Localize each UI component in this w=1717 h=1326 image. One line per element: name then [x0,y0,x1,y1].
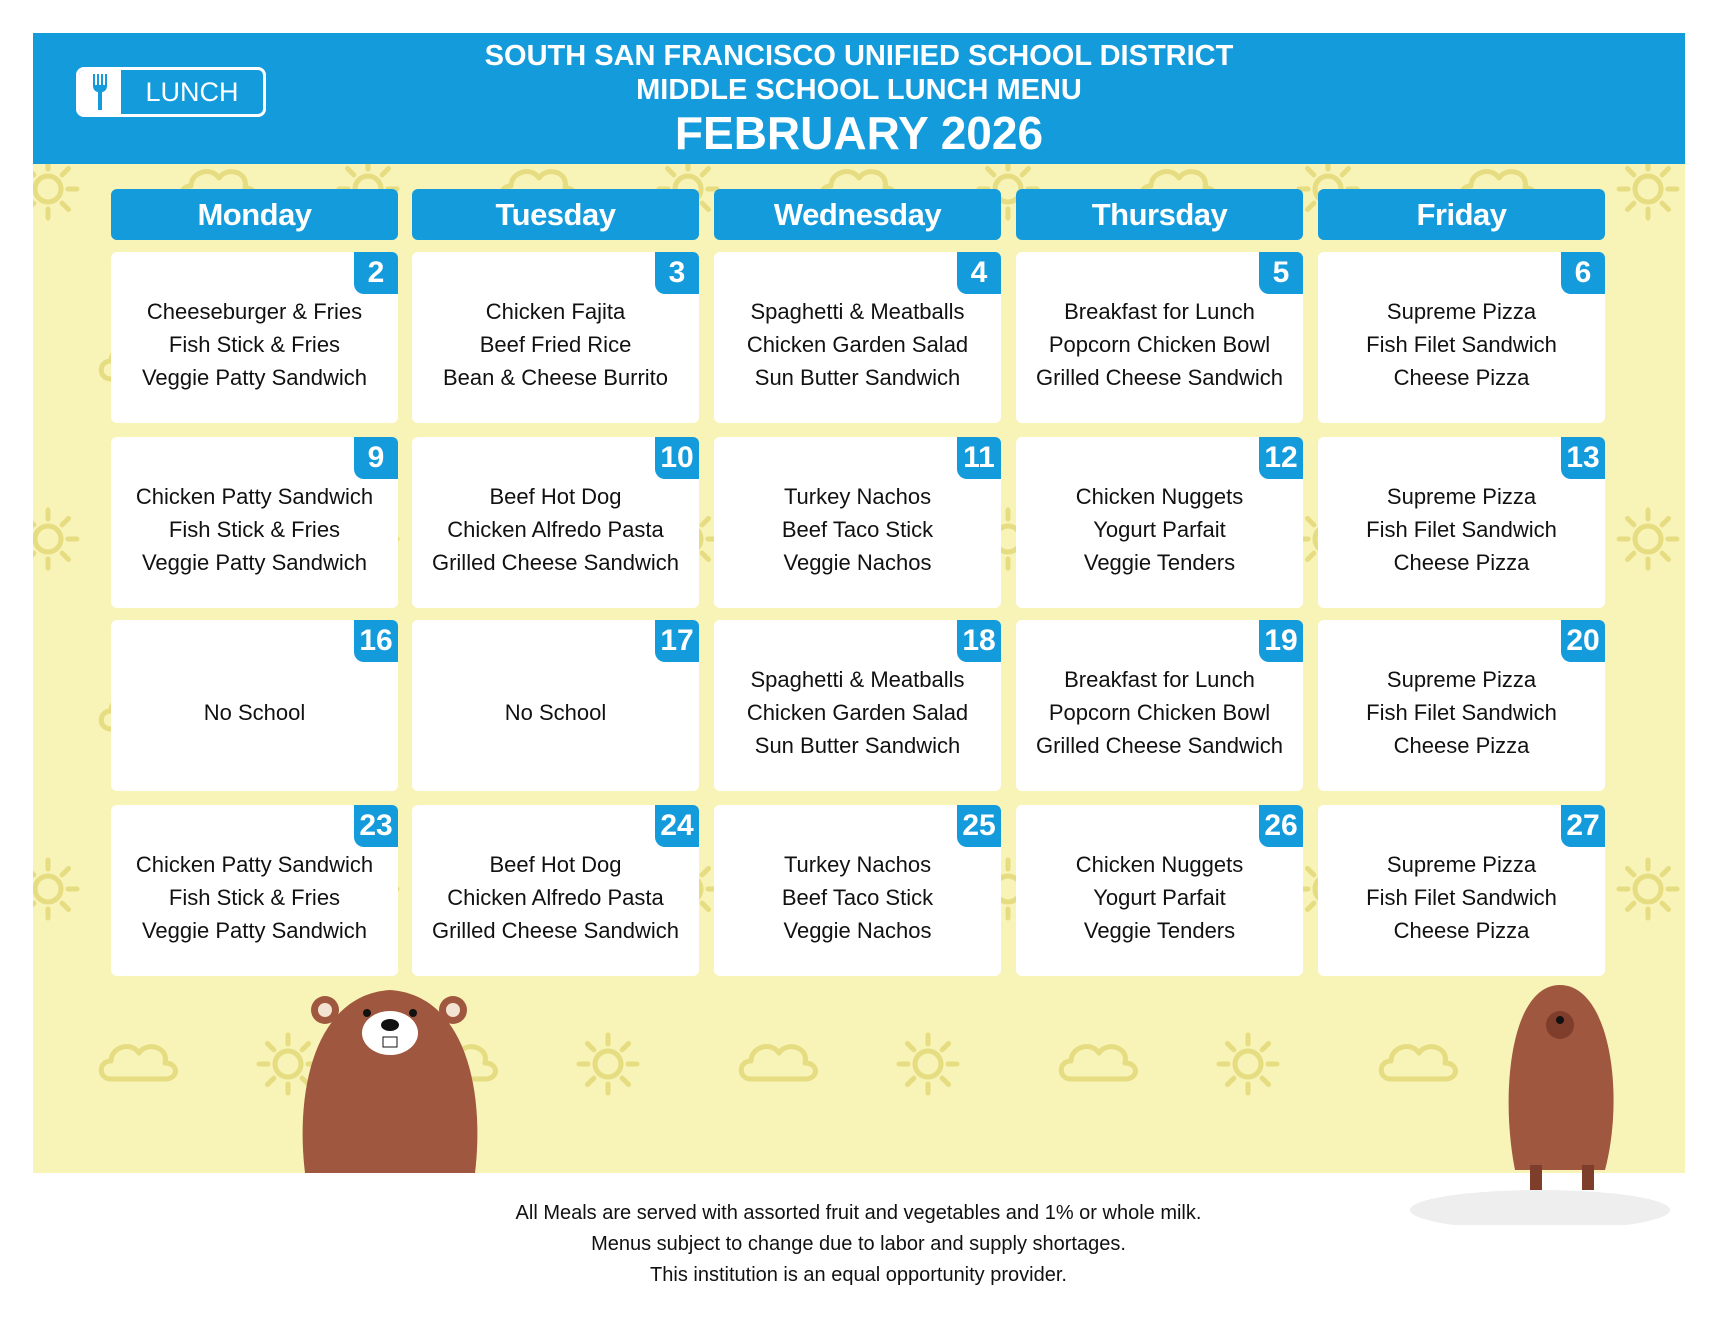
day-cell [1016,252,1303,423]
menu-item: Veggie Patty Sandwich [141,550,368,575]
day-cell [714,620,1001,791]
day-header-monday: Monday [111,189,398,240]
menu-item: Cheeseburger & Fries [146,299,363,324]
header-banner [33,33,1685,164]
menu-item: Spaghetti & Meatballs [750,667,965,692]
menu-item: Fish Filet Sandwich [1366,332,1557,357]
sun-icon [1613,504,1683,574]
menu-item: Cheese Pizza [1393,550,1530,575]
menu-item: Turkey Nachos [783,852,932,877]
menu-item: Beef Taco Stick [781,885,934,910]
menu-item: Chicken Patty Sandwich [135,484,374,509]
cloud-icon [1053,1029,1143,1089]
day-header-wednesday: Wednesday [714,189,1001,240]
sun-icon [33,504,83,574]
menu-item: Sun Butter Sandwich [754,733,961,758]
footer-line-meals: All Meals are served with assorted fruit and vegetables and 1% or whole milk. [515,1202,1202,1224]
date-badge: 13 [1561,437,1605,479]
menu-item: Beef Fried Rice [479,332,632,357]
menu-item: Breakfast for Lunch [1064,299,1255,324]
menu-item: Veggie Tenders [1083,550,1236,575]
day-header-friday: Friday [1318,189,1605,240]
district-title: SOUTH SAN FRANCISCO UNIFIED SCHOOL DISTRICT [484,40,1234,72]
menu-item: Sun Butter Sandwich [754,365,961,390]
menu-item: Chicken Patty Sandwich [135,852,374,877]
menu-item: Chicken Alfredo Pasta [447,885,664,910]
day-cell [412,805,699,976]
menu-item: Fish Filet Sandwich [1366,517,1557,542]
cloud-icon [93,1029,183,1089]
sun-icon [893,1029,963,1099]
date-badge: 24 [655,805,699,847]
sun-icon [1213,1029,1283,1099]
menu-item: Chicken Nuggets [1075,852,1244,877]
menu-item: Bean & Cheese Burrito [442,365,669,390]
day-cell [1318,437,1605,608]
menu-item: Turkey Nachos [783,484,932,509]
menu-item: Cheese Pizza [1393,918,1530,943]
menu-item: Spaghetti & Meatballs [750,299,965,324]
day-cell [714,805,1001,976]
date-badge: 11 [957,437,1001,479]
day-cell [1318,805,1605,976]
menu-item: Fish Stick & Fries [168,517,341,542]
menu-item: Veggie Nachos [783,550,932,575]
day-cell [111,252,398,423]
menu-item: Popcorn Chicken Bowl [1048,700,1271,725]
menu-item: Popcorn Chicken Bowl [1048,332,1271,357]
menu-item: Fish Stick & Fries [168,332,341,357]
menu-item: Chicken Nuggets [1075,484,1244,509]
day-cell [1016,805,1303,976]
date-badge: 5 [1259,252,1303,294]
groundhog-left-illustration [285,975,495,1173]
sun-icon [33,164,83,224]
footer-notes [0,1198,1717,1291]
menu-item: Grilled Cheese Sandwich [431,918,680,943]
menu-item: Chicken Alfredo Pasta [447,517,664,542]
menu-item: Chicken Garden Salad [746,700,969,725]
day-cell [412,437,699,608]
date-badge: 18 [957,620,1001,662]
sun-icon [1613,854,1683,924]
menu-item: Supreme Pizza [1386,299,1537,324]
menu-item: Breakfast for Lunch [1064,667,1255,692]
menu-item: Fish Stick & Fries [168,885,341,910]
groundhog-right-illustration [1400,975,1710,1225]
menu-item: Veggie Nachos [783,918,932,943]
date-badge: 17 [655,620,699,662]
date-badge: 12 [1259,437,1303,479]
fork-icon [79,70,121,114]
menu-item: Grilled Cheese Sandwich [1035,733,1284,758]
menu-item: Fish Filet Sandwich [1366,700,1557,725]
day-header-thursday: Thursday [1016,189,1303,240]
menu-item: Beef Hot Dog [489,852,622,877]
menu-title: MIDDLE SCHOOL LUNCH MENU [636,74,1082,106]
date-badge: 9 [354,437,398,479]
day-cell [412,252,699,423]
date-badge: 23 [354,805,398,847]
day-cell [111,437,398,608]
date-badge: 4 [957,252,1001,294]
date-badge: 2 [354,252,398,294]
sun-icon [573,1029,643,1099]
day-cell [1016,620,1303,791]
menu-item: Veggie Patty Sandwich [141,918,368,943]
date-badge: 26 [1259,805,1303,847]
menu-item: Yogurt Parfait [1093,885,1226,910]
menu-item: Grilled Cheese Sandwich [431,550,680,575]
menu-item: Grilled Cheese Sandwich [1035,365,1284,390]
menu-item: Yogurt Parfait [1093,517,1226,542]
sun-icon [33,854,83,924]
menu-item: Cheese Pizza [1393,733,1530,758]
sun-icon [1613,164,1683,224]
footer-line-menus: Menus subject to change due to labor and supply shortages. [591,1233,1126,1255]
day-cell [714,437,1001,608]
menu-item: Veggie Tenders [1083,918,1236,943]
menu-item: Beef Hot Dog [489,484,622,509]
menu-item: No School [504,700,607,725]
day-cell [1016,437,1303,608]
day-cell [1318,252,1605,423]
date-badge: 20 [1561,620,1605,662]
date-badge: 6 [1561,252,1605,294]
day-cell [111,620,398,791]
lunch-logo [76,67,266,117]
menu-item: Beef Taco Stick [781,517,934,542]
day-cell [714,252,1001,423]
date-badge: 3 [655,252,699,294]
footer-line-equal-opportunity: This institution is an equal opportunity provider. [650,1264,1067,1286]
day-header-tuesday: Tuesday [412,189,699,240]
menu-item: Cheese Pizza [1393,365,1530,390]
month-title: FEBRUARY 2026 [674,107,1044,159]
date-badge: 19 [1259,620,1303,662]
date-badge: 25 [957,805,1001,847]
menu-item: Fish Filet Sandwich [1366,885,1557,910]
menu-item: Chicken Garden Salad [746,332,969,357]
menu-item: Supreme Pizza [1386,852,1537,877]
date-badge: 10 [655,437,699,479]
menu-item: Supreme Pizza [1386,667,1537,692]
menu-item: Chicken Fajita [485,299,626,324]
logo-label: LUNCH [145,76,239,107]
menu-item: Veggie Patty Sandwich [141,365,368,390]
menu-item: Supreme Pizza [1386,484,1537,509]
day-cell [111,805,398,976]
date-badge: 27 [1561,805,1605,847]
date-badge: 16 [354,620,398,662]
day-cell [1318,620,1605,791]
day-cell [412,620,699,791]
cloud-icon [733,1029,823,1089]
menu-item: No School [203,700,306,725]
